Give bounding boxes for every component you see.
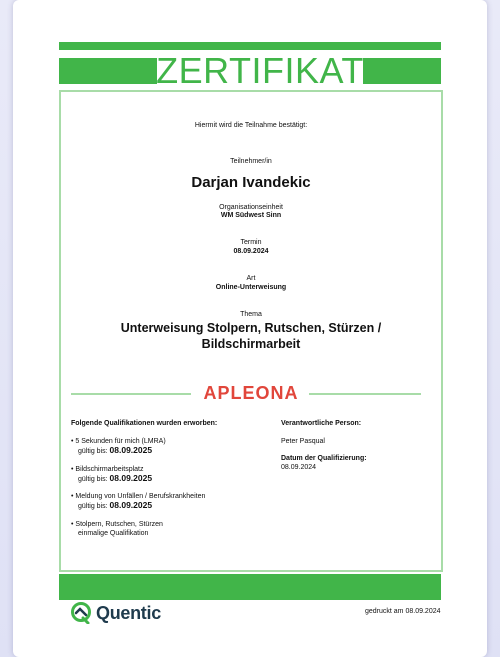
qualification-validity: gültig bis: 08.09.2025 — [78, 500, 153, 510]
org-unit-value: WM Südwest Sinn — [220, 212, 282, 219]
appointment-value: 08.09.2024 — [233, 248, 269, 255]
title-bar-right — [363, 58, 441, 84]
qualification-validity: gültig bis: 08.09.2025 — [78, 473, 153, 483]
bottom-green-bar — [59, 574, 441, 600]
appointment-label: Termin — [240, 239, 262, 246]
quentic-logo-icon — [71, 602, 91, 624]
responsible-label: Verantwortliche Person: — [281, 420, 362, 427]
qualification-item — [71, 437, 166, 456]
participant-name: Darjan Ivandekic — [191, 174, 311, 191]
qualification-note: einmalige Qualifikation — [78, 530, 149, 537]
certificate-frame — [59, 90, 443, 572]
qualification-name: • Meldung von Unfällen / Berufskrankheiten — [71, 493, 206, 500]
org-unit-label: Organisationseinheit — [219, 204, 283, 211]
topic-value — [61, 320, 441, 352]
qualification-name: • Bildschirmarbeitsplatz — [71, 466, 144, 473]
quentic-brand — [71, 602, 161, 624]
apleona-logo: APLEONA — [203, 383, 299, 403]
qualification-item — [71, 465, 152, 484]
responsible-value: Peter Pasqual — [281, 438, 325, 445]
topic-label: Thema — [240, 311, 262, 318]
qualification-date-value: 08.09.2024 — [281, 464, 317, 471]
qualification-validity: gültig bis: 08.09.2025 — [78, 445, 153, 455]
type-value: Online-Unterweisung — [215, 284, 287, 291]
qualification-item — [71, 492, 205, 511]
certificate-title: ZERTIFIKAT — [156, 50, 364, 91]
intro-text: Hiermit wird die Teilnahme bestätigt: — [194, 122, 308, 129]
participant-label: Teilnehmer/in — [230, 158, 272, 165]
topic-line-1: Unterweisung Stolpern, Rutschen, Stürzen / — [120, 321, 382, 335]
qualifications-heading: Folgende Qualifikationen wurden erworben: — [71, 420, 218, 427]
certificate-page — [13, 0, 487, 657]
divider-right — [309, 393, 421, 395]
qualification-name: • 5 Sekunden für mich (LMRA) — [71, 438, 166, 445]
topic-line-2: Bildschirmarbeit — [201, 337, 301, 351]
type-label: Art — [246, 275, 256, 282]
divider-left — [71, 393, 191, 395]
title-bar-left — [59, 58, 157, 84]
printed-date: gedruckt am 08.09.2024 — [365, 608, 441, 615]
qualification-item — [71, 520, 163, 538]
quentic-brand-name: Quentic — [96, 602, 161, 623]
qualification-date-label: Datum der Qualifizierung: — [281, 455, 367, 462]
qualification-name: • Stolpern, Rutschen, Stürzen — [71, 521, 163, 528]
top-green-bar — [59, 42, 441, 50]
